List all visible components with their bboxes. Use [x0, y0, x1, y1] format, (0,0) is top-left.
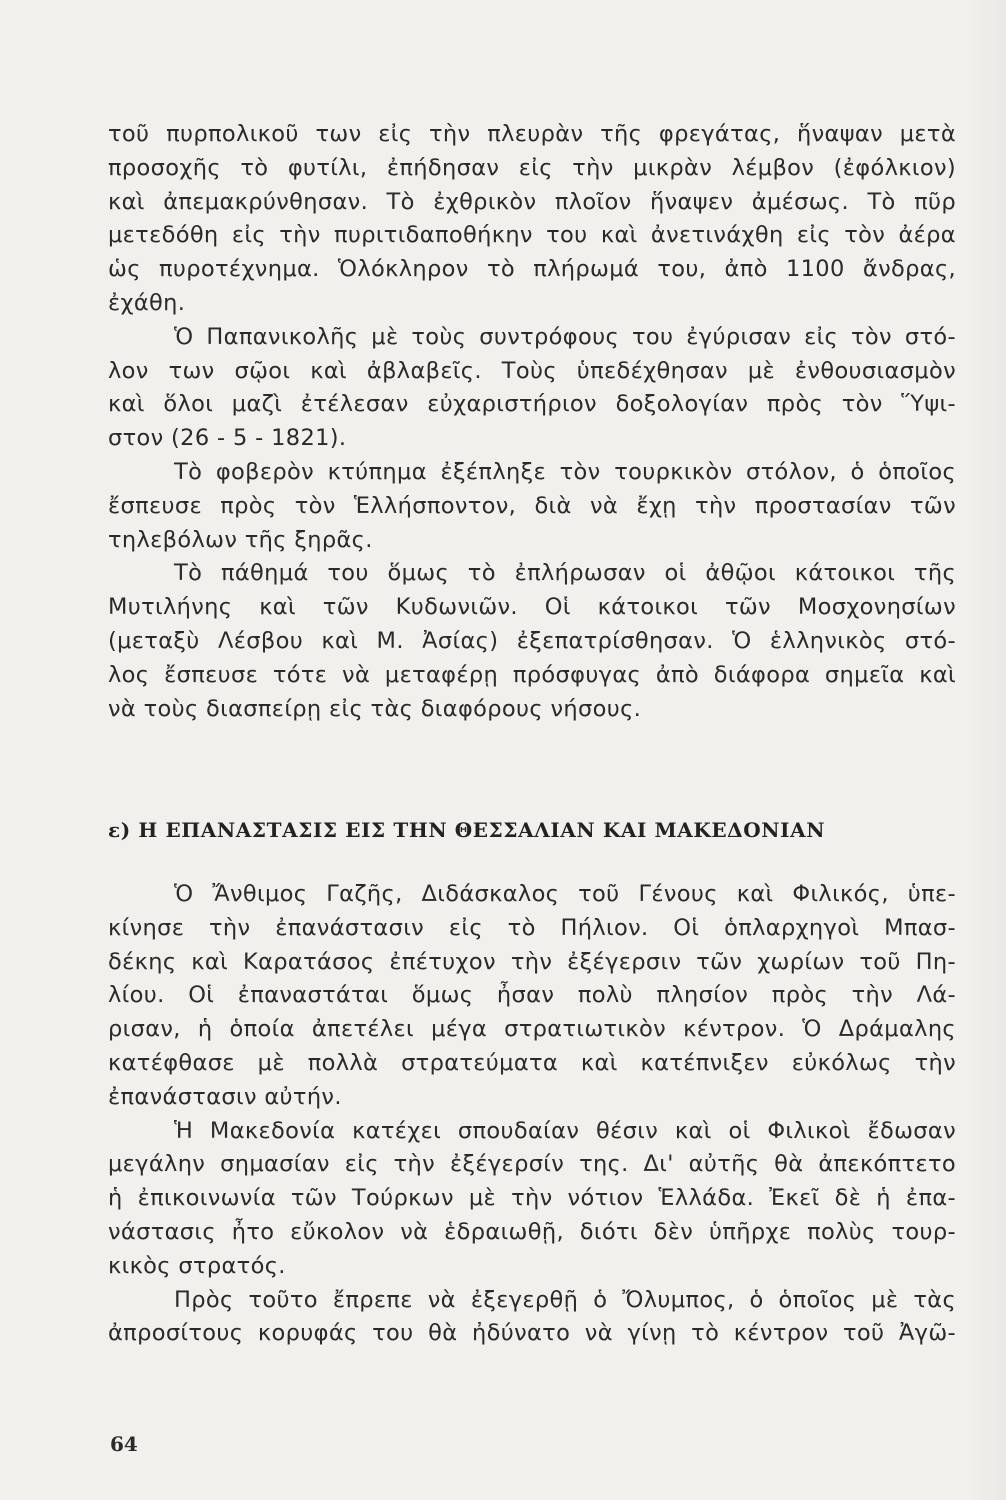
text-line: προσοχῆς τὸ φυτίλι, ἐπήδησαν εἰς τὴν μικρὰν λέμβον (ἐφόλκιον) [108, 154, 956, 181]
text-line: ἀπροσίτους κορυφάς του θὰ ἠδύνατο νὰ γίνῃ τὸ κέντρον τοῦ Ἀγῶ- [108, 1320, 956, 1347]
text-line: ἔσπευσε πρὸς τὸν Ἑλλήσποντον, διὰ νὰ ἔχῃ τὴν προστασίαν τῶν [108, 492, 956, 519]
body-text-top [108, 118, 956, 726]
text-line: Ἡ Μακεδονία κατέχει σπουδαίαν θέσιν καὶ οἱ Φιλικοὶ ἔδωσαν [174, 1117, 956, 1144]
text-line: Ὁ Παπανικολῆς μὲ τοὺς συντρόφους του ἐγύρισαν εἰς τὸν στό- [174, 323, 956, 350]
text-line: λον των σῷοι καὶ ἀβλαβεῖς. Τοὺς ὑπεδέχθησαν μὲ ἐνθουσιασμὸν [108, 357, 956, 384]
text-line: ρισαν, ἡ ὁποία ἀπετέλει μέγα στρατιωτικὸν κέντρον. Ὁ Δράμαλης [108, 1016, 956, 1043]
text-line: Μυτιλήνης καὶ τῶν Κυδωνιῶν. Οἱ κάτοικοι τῶν Μοσχονησίων [108, 594, 956, 621]
text-line: κίνησε τὴν ἐπανάστασιν εἰς τὸ Πήλιον. Οἱ ὁπλαρχηγοὶ Μπασ- [108, 914, 956, 941]
text-line: Ὁ Ἄνθιμος Γαζῆς, Διδάσκαλος τοῦ Γένους καὶ Φιλικός, ὑπε- [174, 881, 956, 907]
scan-shadow [966, 0, 1006, 1500]
section-heading: ε) Η ΕΠΑΝΑΣΤΑΣΙΣ ΕΙΣ ΤΗΝ ΘΕΣΣΑΛΙΑΝ ΚΑΙ ΜΑΚΕΔΟΝΙΑΝ [108, 818, 826, 842]
text-line: τηλεβόλων τῆς ξηρᾶς. [108, 526, 373, 553]
text-line: καὶ ὅλοι μαζὶ ἐτέλεσαν εὐχαριστήριον δοξολογίαν πρὸς τὸν Ὕψι- [108, 391, 956, 418]
text-line: καὶ ἀπεμακρύνθησαν. Τὸ ἐχθρικὸν πλοῖον ἥναψεν ἀμέσως. Τὸ πῦρ [108, 188, 956, 215]
text-line: νὰ τοὺς διασπείρῃ εἰς τὰς διαφόρους νήσους. [108, 695, 642, 722]
text-line: μετεδόθη εἰς τὴν πυριτιδαποθήκην του καὶ ἀνετινάχθη εἰς τὸν ἀέρα [108, 222, 956, 249]
text-line: Πρὸς τοῦτο ἔπρεπε νὰ ἐξεγερθῇ ὁ Ὄλυμπος, ὁ ὁποῖος μὲ τὰς [174, 1286, 956, 1313]
text-line: νάστασις ἦτο εὔκολον νὰ ἑδραιωθῇ, διότι δὲν ὑπῆρχε πολὺς τουρ- [108, 1218, 956, 1245]
page-number: 64 [110, 1432, 138, 1456]
text-line: (μεταξὺ Λέσβου καὶ Μ. Ἀσίας) ἐξεπατρίσθησαν. Ὁ ἑλληνικὸς στό- [108, 627, 956, 654]
text-line: λος ἔσπευσε τότε νὰ μεταφέρῃ πρόσφυγας ἀπὸ διάφορα σημεῖα καὶ [108, 661, 956, 688]
text-line: στον (26 - 5 - 1821). [108, 425, 347, 452]
text-line: μεγάλην σημασίαν εἰς τὴν ἐξέγερσίν της. Δι' αὐτῆς θὰ ἀπεκόπτετο [108, 1151, 956, 1178]
text-line: ἐπανάστασιν αὐτήν. [108, 1083, 342, 1110]
text-line: κατέφθασε μὲ πολλὰ στρατεύματα καὶ κατέπνιξεν εὐκόλως τὴν [108, 1049, 956, 1076]
text-line: ἡ ἐπικοινωνία τῶν Τούρκων μὲ τὴν νότιον Ἑλλάδα. Ἐκεῖ δὲ ἡ ἐπα- [108, 1185, 956, 1212]
text-line: λίου. Οἱ ἐπαναστάται ὅμως ἦσαν πολὺ πλησίον πρὸς τὴν Λά- [108, 982, 956, 1009]
body-text-bottom [108, 878, 956, 1351]
text-line: κικὸς στρατός. [108, 1252, 286, 1279]
text-line: τοῦ πυρπολικοῦ των εἰς τὴν πλευρὰν τῆς φρεγάτας, ἥναψαν μετὰ [108, 121, 956, 147]
text-line: Τὸ φοβερὸν κτύπημα ἐξέπληξε τὸν τουρκικὸν στόλον, ὁ ὁποῖος [174, 458, 956, 485]
text-line: ἐχάθη. [108, 289, 186, 316]
text-line: Τὸ πάθημά του ὅμως τὸ ἐπλήρωσαν οἱ ἀθῷοι κάτοικοι τῆς [174, 560, 956, 587]
text-line: δέκης καὶ Καρατάσος ἐπέτυχον τὴν ἐξέγερσιν τῶν χωρίων τοῦ Πη- [108, 948, 956, 975]
text-line: ὡς πυροτέχνημα. Ὁλόκληρον τὸ πλήρωμά του, ἀπὸ 1100 ἄνδρας, [108, 256, 956, 283]
